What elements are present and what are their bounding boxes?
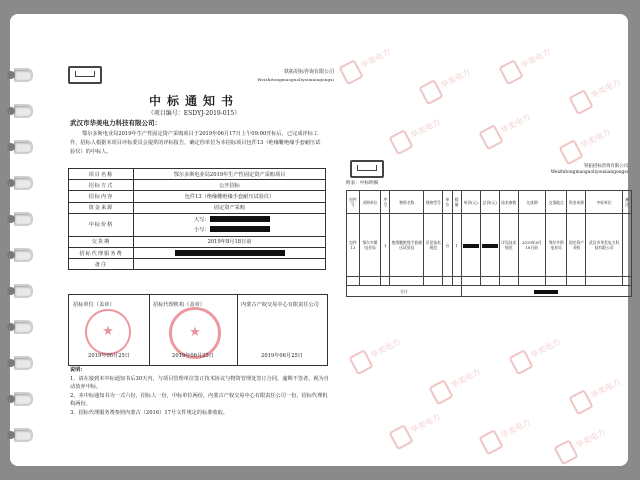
binder-ring [14, 68, 33, 82]
watermark: 华美电力 [498, 43, 554, 86]
cell: 2019年8月18日前 [518, 214, 545, 277]
official-seal: ★ [85, 309, 131, 355]
binder-ring [14, 284, 33, 298]
binder-ring [14, 248, 33, 262]
redaction [463, 244, 479, 248]
row-value: 包件13（绝缘靴绝缘手套耐压试验仪） [134, 191, 326, 202]
notice-info-table [68, 168, 326, 270]
binder-ring [14, 140, 33, 154]
cell: 详见技术规范 [424, 214, 443, 277]
cell: 1 [452, 214, 461, 277]
watermark: 华美电力 [348, 333, 404, 376]
column-header: 单价(元) [461, 191, 480, 214]
watermark: 华美电力 [338, 43, 394, 86]
cell: 鄂尔多斯电业局 [545, 214, 567, 277]
column-header: 包件号 [347, 191, 360, 214]
cell: 详见技术规范 [499, 214, 518, 277]
row-label: 招标方式 [69, 180, 134, 191]
row-value: 固定资产采购 [134, 202, 326, 213]
table-row [69, 259, 326, 270]
cell: 台 [443, 214, 452, 277]
redaction [210, 226, 270, 232]
project-number: （项目编号：ESDYJ-2019-015） [147, 110, 241, 117]
cell: 绝缘靴绝缘手套耐压试验仪 [390, 214, 424, 277]
redaction [534, 290, 558, 294]
cell: 鄂尔多斯电业局 [359, 214, 381, 277]
column-header: 采购单位 [359, 191, 381, 214]
column-header: 数量 [452, 191, 461, 214]
attachment-title: 附表：中标明细 [346, 181, 379, 186]
company-name-cn: 铁拓招标咨询有限公司 [283, 69, 334, 75]
binder-ring [14, 392, 33, 406]
table-row [69, 247, 326, 258]
row-value [134, 259, 326, 270]
price-lowercase-label: 小写： [194, 226, 210, 233]
watermark: 华美电力 [428, 363, 484, 406]
watermark: 华美电力 [418, 63, 474, 106]
signature-date: 2019年06月25日 [172, 353, 214, 359]
signature-label: 招标代理机构（盖章） [153, 302, 205, 308]
column-header: 资金来源 [567, 191, 586, 214]
binder-page [10, 14, 628, 466]
note-item: 2、本中标通知书为一式六份，招标人一份，中标单位两份，内蒙古产权交易中心有限责任公司一份，招标代理机构两份。 [70, 392, 328, 408]
table-row [69, 191, 326, 202]
total-row [347, 286, 632, 297]
bid-items-table [346, 190, 632, 297]
company-logo [350, 160, 384, 178]
row-value: 2019年8月18日前 [134, 236, 326, 247]
column-header: 物资名称 [390, 191, 424, 214]
column-header: 交货地点 [545, 191, 567, 214]
watermark: 华美电力 [508, 333, 564, 376]
binder-ring [14, 320, 33, 334]
cell: 武汉市华美电力科技有限公司 [586, 214, 622, 277]
watermark: 华美电力 [478, 108, 534, 151]
price-uppercase-label: 大写： [194, 216, 210, 223]
bid-winning-notice [54, 58, 334, 438]
row-label: 招标内容 [69, 191, 134, 202]
column-header: 序号 [381, 191, 390, 214]
row-label: 交货期 [69, 236, 134, 247]
watermark: 华美电力 [388, 113, 444, 156]
signature-block [68, 294, 328, 366]
column-header: 规格型号 [424, 191, 443, 214]
table-row [347, 214, 632, 277]
row-label: 备注 [69, 259, 134, 270]
notes-title: 说明： [70, 367, 86, 373]
column-header: 备注 [622, 191, 631, 214]
watermark: 华美电力 [388, 408, 444, 451]
binder-ring [14, 428, 33, 442]
recipient: 武汉市华美电力科技有限公司： [70, 119, 161, 127]
notes [70, 366, 330, 418]
note-item: 3、招标代理服务费参照内蒙古（2016）17号文件规定的标准收取。 [70, 409, 228, 416]
cell-redacted [461, 214, 480, 277]
row-value: 鄂尔多斯电业局2019年生产性固定资产采购项目 [134, 169, 326, 180]
watermark: 华美电力 [558, 123, 614, 166]
notice-title: 中标通知书 [148, 94, 239, 108]
redaction [482, 244, 498, 248]
row-label: 项目名称 [69, 169, 134, 180]
table-row [69, 213, 326, 236]
cell [622, 214, 631, 277]
binder-ring [14, 104, 33, 118]
cell: 1 [381, 214, 390, 277]
cell-redacted [480, 214, 499, 277]
official-seal: ★ [169, 307, 221, 359]
row-label: 中标价格 [69, 213, 134, 236]
signature-label: 内蒙古产权交易中心有限责任公司 [241, 302, 319, 308]
column-header: 交货期 [518, 191, 545, 214]
watermark: 华美电力 [568, 373, 624, 416]
signature-tender-unit [69, 295, 150, 365]
table-row [69, 169, 326, 180]
company-name-en: Weizhitongmaoguoliyouxiangongsi [257, 77, 334, 82]
table-row [69, 202, 326, 213]
note-item: 1、请在接到本中标通知书后30天内，与项目管理单位签订技术协议与物资管理处签订合同。逾期不签者，视为自动放弃中标。 [70, 375, 329, 391]
binder-ring [14, 176, 33, 190]
redaction [175, 250, 285, 256]
cell: 包件13 [347, 214, 360, 277]
cell: 固定资产采购 [567, 214, 586, 277]
column-header: 中标单位 [586, 191, 622, 214]
signature-exchange-center [237, 295, 327, 365]
signature-agency [149, 295, 238, 365]
notice-body: 鄂尔多斯电业局2019年生产性固定资产采购项目于2019年06月17日上午09:00开标后，已完成评标工作，招标人根据本项目评标委员会提供的评标报告，确定你单位为本招标项目包件13（绝缘靴绝缘手套耐压试验仪）的中标人。 [70, 131, 321, 155]
company-header [257, 69, 334, 83]
watermark: 华美电力 [568, 73, 624, 116]
table-row [69, 236, 326, 247]
signature-date: 2019年06月25日 [88, 353, 130, 359]
row-label: 资金来源 [69, 202, 134, 213]
column-header: 总价(元) [480, 191, 499, 214]
attachment-detail [336, 150, 632, 310]
table-row [69, 180, 326, 191]
total-value [461, 286, 631, 297]
row-value [134, 247, 326, 258]
total-label: 合计 [347, 286, 462, 297]
table-row [347, 277, 632, 286]
signature-label: 招标单位（盖章） [73, 302, 115, 308]
column-header: 单位 [443, 191, 452, 214]
watermark: 华美电力 [553, 423, 609, 466]
column-header: 技术参数 [499, 191, 518, 214]
signature-date: 2019年06月25日 [261, 353, 303, 359]
bid-price-value [134, 213, 326, 236]
table-header-row [347, 191, 632, 214]
company-logo [68, 66, 102, 84]
row-label: 招标代理服务费 [69, 247, 134, 258]
company-name-en: Weizhitongmaoguoliyouxiangongsi [550, 170, 628, 175]
row-value: 公开招标 [134, 180, 326, 191]
binder-ring [14, 356, 33, 370]
company-name-cn: 铁拓招标咨询有限公司 [584, 164, 628, 169]
binder-ring [14, 212, 33, 226]
redaction [210, 216, 270, 222]
watermark: 华美电力 [478, 413, 534, 456]
company-header [551, 164, 628, 176]
